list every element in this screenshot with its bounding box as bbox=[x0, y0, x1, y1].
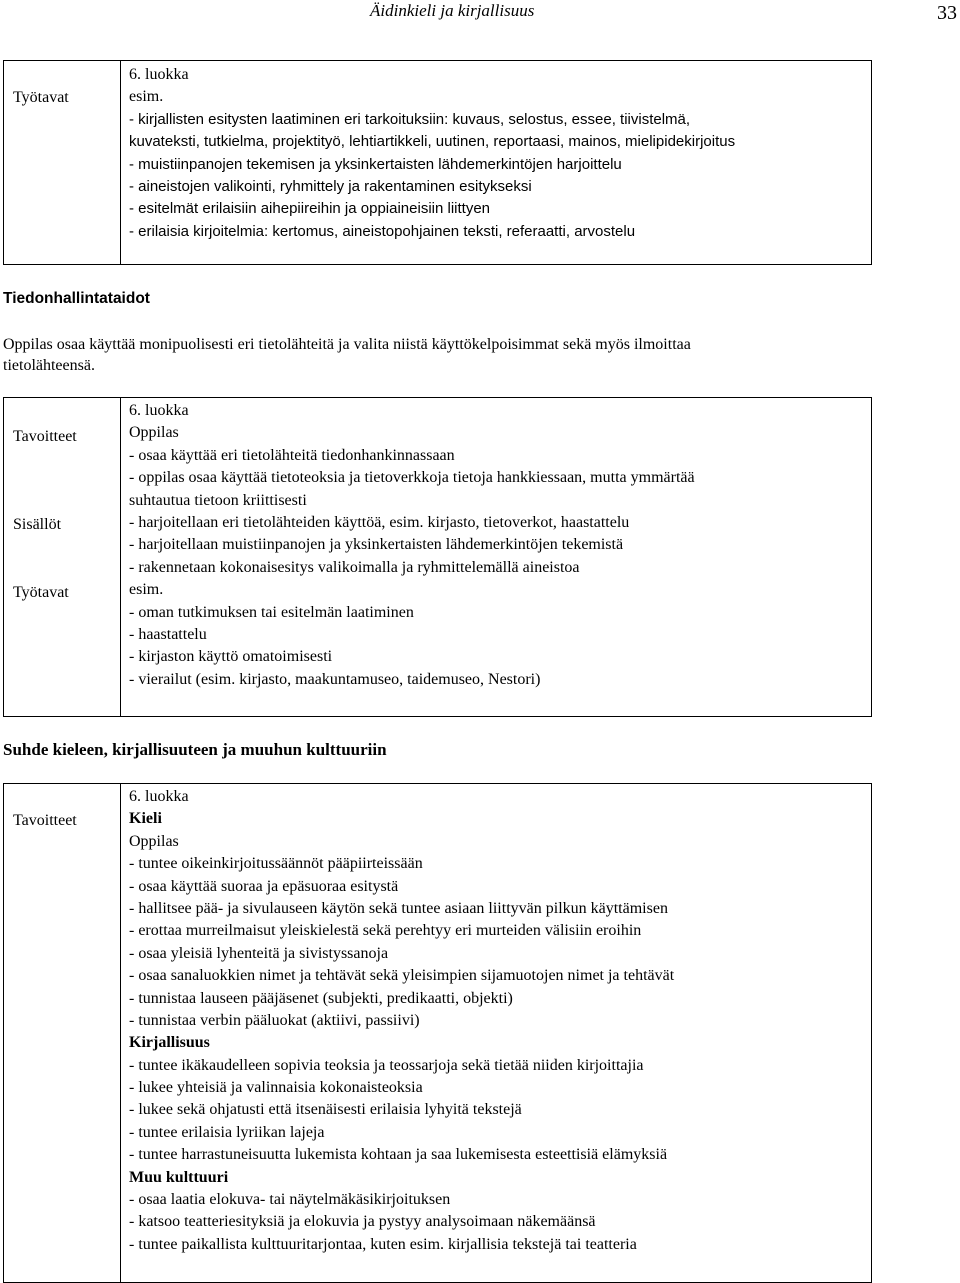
list-item: - kirjallisten esitysten laatiminen eri tarkoituksiin: kuvaus, selostus, essee, tiivistelmä, bbox=[129, 110, 691, 128]
list-item: - tuntee oikeinkirjoitussäännöt pääpiirteissään bbox=[129, 855, 423, 873]
table1-content bbox=[129, 64, 865, 243]
list-item: - muistiinpanojen tekemisen ja yksinkertaisten lähdemerkintöjen harjoittelu bbox=[129, 155, 622, 173]
section-heading-tiedonhallinta: Tiedonhallintataidot bbox=[3, 290, 150, 307]
column-divider bbox=[120, 61, 121, 264]
table-tyotavat-kirjoittaminen bbox=[3, 60, 872, 265]
list-item: suhtautua tietoon kriittisesti bbox=[129, 491, 307, 509]
column-divider bbox=[120, 784, 121, 1282]
list-item: - haastattelu bbox=[129, 625, 207, 643]
list-item: - lukee yhteisiä ja valinnaisia kokonaisteoksia bbox=[129, 1079, 423, 1097]
list-item: - hallitsee pää- ja sivulauseen käytön sekä tuntee asiaan liittyvän pilkun käyttämisen bbox=[129, 899, 668, 917]
column-divider bbox=[120, 398, 121, 716]
list-item: kuvateksti, tutkielma, projektityö, lehtiartikkeli, uutinen, reportaasi, mainos, mielipidekirjoitus bbox=[129, 133, 736, 151]
list-item: - harjoitellaan muistiinpanojen ja yksinkertaisten lähdemerkintöjen tekemistä bbox=[129, 536, 624, 554]
table-kulttuuri bbox=[3, 783, 872, 1283]
table-tiedonhallinta bbox=[3, 397, 872, 717]
section-intro-tiedonhallinta bbox=[3, 334, 943, 376]
row-label-tyotavat: Työtavat bbox=[13, 89, 69, 106]
list-item: - oppilas osaa käyttää tietoteoksia ja tietoverkkoja tietoja hankkiessaan, mutta ymmärtää bbox=[129, 469, 695, 487]
row-label-sisallot: Sisällöt bbox=[13, 516, 62, 533]
list-item: - rakennetaan kokonaisesitys valikoimalla ja ryhmittelemällä aineistoa bbox=[129, 558, 580, 576]
list-item: - osaa käyttää eri tietolähteitä tiedonhankinnassaan bbox=[129, 446, 455, 464]
list-item: - harjoitellaan eri tietolähteiden käyttöä, esim. kirjasto, tietoverkot, haastattelu bbox=[129, 513, 630, 531]
list-item: - erottaa murreilmaisut yleiskielestä sekä perehtyy eri murteiden välisiin eroihin bbox=[129, 922, 642, 940]
row-label-tavoitteet: Tavoitteet bbox=[13, 812, 77, 829]
running-title: Äidinkieli ja kirjallisuus bbox=[370, 1, 535, 20]
list-item: - osaa käyttää suoraa ja epäsuoraa esitystä bbox=[129, 877, 399, 895]
list-item: - tuntee erilaisia lyriikan lajeja bbox=[129, 1123, 325, 1141]
list-item: - tunnistaa verbin pääluokat (aktiivi, passiivi) bbox=[129, 1011, 420, 1029]
list-item: - kirjaston käyttö omatoimisesti bbox=[129, 648, 333, 666]
list-item: esim. bbox=[129, 581, 164, 599]
list-item: - katsoo teatteriesityksiä ja elokuvia ja pystyy analysoimaan näkemäänsä bbox=[129, 1213, 596, 1231]
list-item: - oman tutkimuksen tai esitelmän laatiminen bbox=[129, 603, 414, 621]
table3-content bbox=[129, 786, 865, 1256]
list-item: - tuntee paikallista kulttuuritarjontaa, kuten esim. kirjallisia tekstejä tai teatteria bbox=[129, 1235, 637, 1253]
list-item: - osaa yleisiä lyhenteitä ja sivistyssanoja bbox=[129, 944, 389, 962]
list-item: - lukee sekä ohjatusti että itsenäisesti erilaisia lyhyitä tekstejä bbox=[129, 1101, 522, 1119]
grade-label: 6. luokka bbox=[129, 66, 189, 83]
list-item: - vierailut (esim. kirjasto, maakuntamuseo, taidemuseo, Nestori) bbox=[129, 670, 541, 688]
list-item: - tuntee harrastuneisuutta lukemista kohtaan ja saa lukemisesta esteettisiä elämyksiä bbox=[129, 1146, 668, 1164]
subheading-kirjallisuus: Kirjallisuus bbox=[129, 1034, 210, 1052]
row-label-tyotavat: Työtavat bbox=[13, 584, 69, 601]
intro-line: Oppilas osaa käyttää monipuolisesti eri tietolähteitä ja valita niistä käyttökelpoisimmat sekä myös ilmoittaa bbox=[3, 336, 691, 353]
subheading-kieli: Kieli bbox=[129, 810, 162, 828]
grade-label: 6. luokka bbox=[129, 788, 189, 805]
list-item: esim. bbox=[129, 88, 164, 106]
list-item: - osaa sanaluokkien nimet ja tehtävät sekä yleisimpien sijamuotojen nimet ja tehtävät bbox=[129, 967, 675, 985]
section-heading-kulttuuri: Suhde kieleen, kirjallisuuteen ja muuhun kulttuuriin bbox=[3, 740, 387, 759]
row-label-tavoitteet: Tavoitteet bbox=[13, 428, 77, 445]
subheading-muu-kulttuuri: Muu kulttuuri bbox=[129, 1168, 229, 1186]
list-item: - tunnistaa lauseen pääjäsenet (subjekti, predikaatti, objekti) bbox=[129, 989, 513, 1007]
table2-content bbox=[129, 400, 865, 691]
running-header bbox=[0, 0, 960, 30]
list-item: Oppilas bbox=[129, 832, 179, 850]
list-item: - osaa laatia elokuva- tai näytelmäkäsikirjoituksen bbox=[129, 1191, 451, 1209]
list-item: - esitelmät erilaisiin aihepiireihin ja oppiaineisiin liittyen bbox=[129, 200, 491, 218]
list-item: - aineistojen valikointi, ryhmittely ja rakentaminen esitykseksi bbox=[129, 177, 532, 195]
intro-line: tietolähteensä. bbox=[3, 357, 95, 374]
list-item: Oppilas bbox=[129, 424, 179, 442]
page-number: 33 bbox=[937, 2, 957, 24]
grade-label: 6. luokka bbox=[129, 402, 189, 419]
list-item: - tuntee ikäkaudelleen sopivia teoksia ja teossarjoja sekä tietää niiden kirjoittajia bbox=[129, 1056, 644, 1074]
list-item: - erilaisia kirjoitelmia: kertomus, aineistopohjainen teksti, referaatti, arvostelu bbox=[129, 222, 636, 240]
